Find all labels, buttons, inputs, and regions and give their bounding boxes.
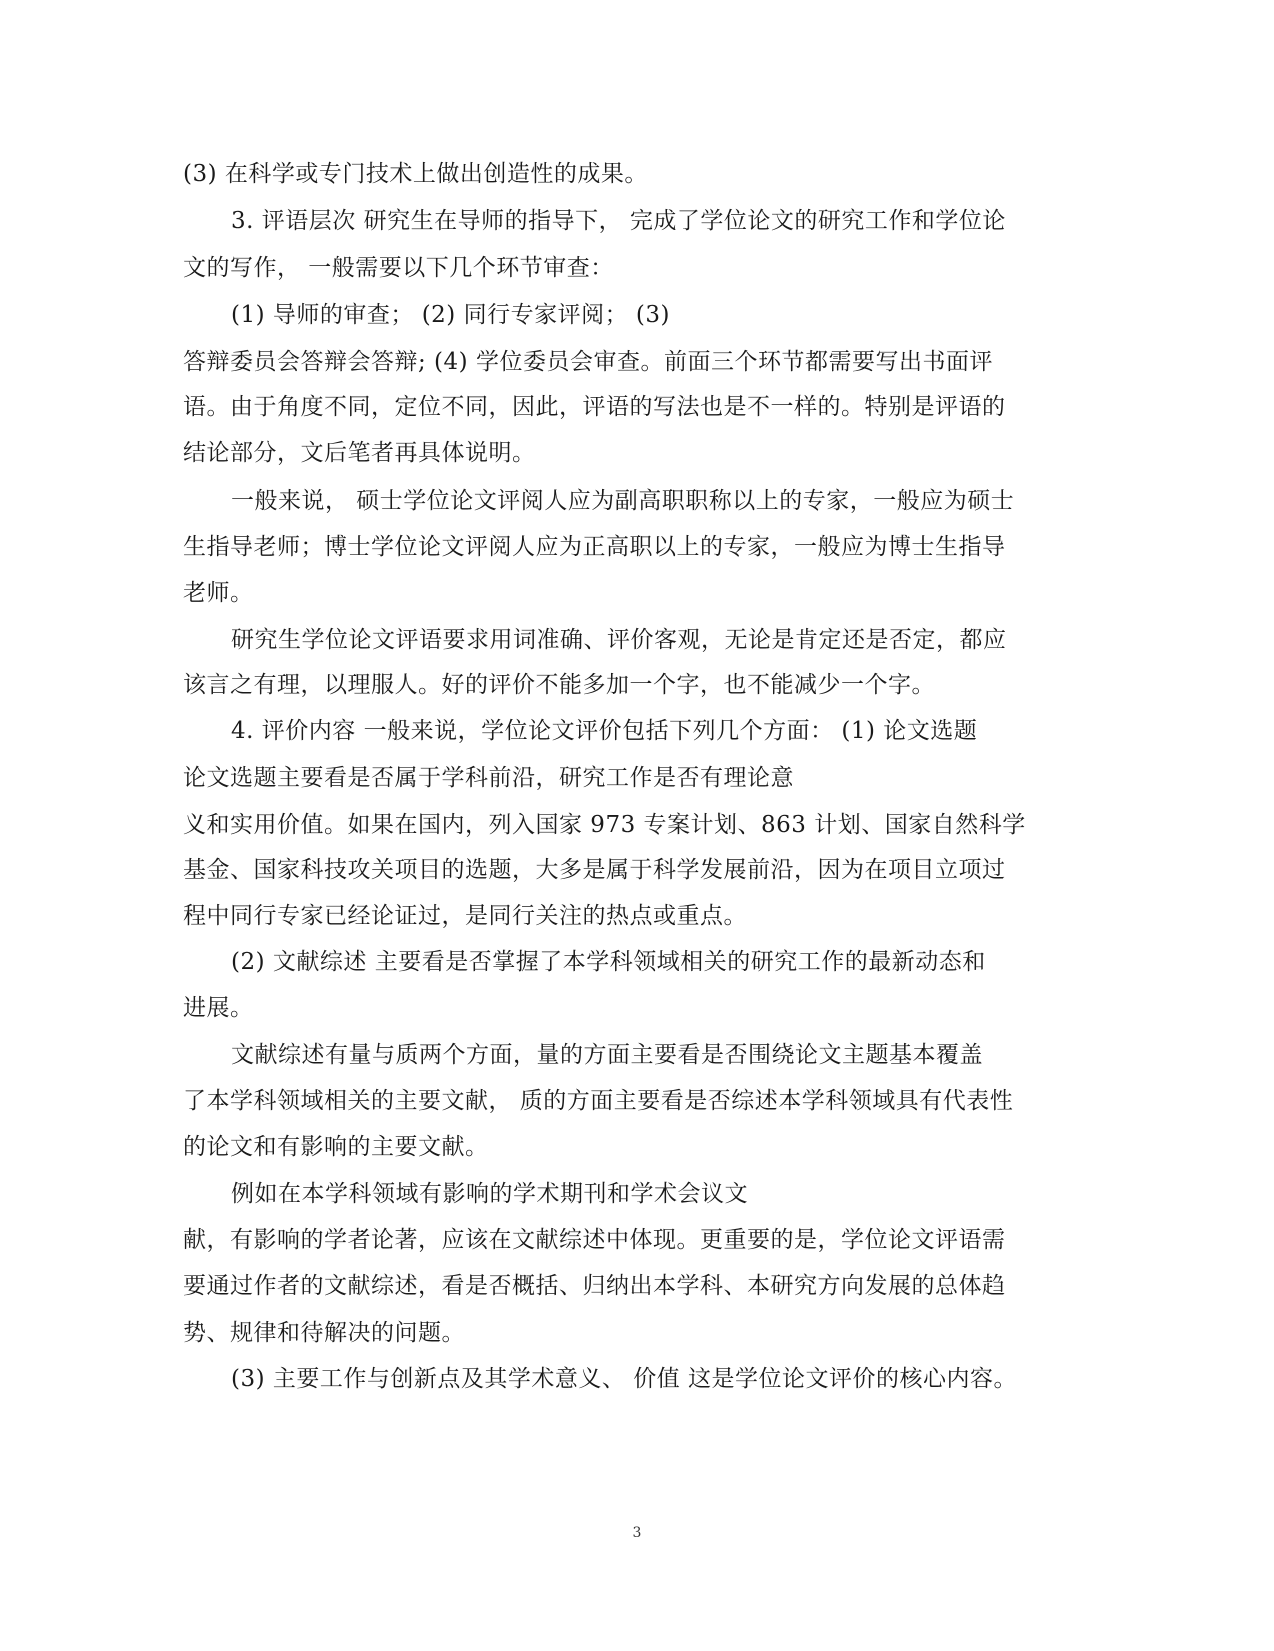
text-line: 研究生学位论文评语要求用词准确、评价客观，无论是肯定还是否定，都应: [231, 627, 1007, 653]
text-line: 进展。: [183, 995, 254, 1021]
text-line: 例如在本学科领域有影响的学术期刊和学术会议文: [231, 1181, 748, 1207]
text-line: 了本学科领域相关的主要文献， 质的方面主要看是否综述本学科领域具有代表性: [183, 1088, 1014, 1114]
text-line: 老师。: [183, 580, 254, 606]
text-line: 要通过作者的文献综述，看是否概括、归纳出本学科、本研究方向发展的总体趋: [183, 1273, 1006, 1299]
text-line: 该言之有理，以理服人。好的评价不能多加一个字，也不能减少一个字。: [183, 672, 935, 698]
page-number: 3: [632, 1525, 642, 1541]
text-line: (1) 导师的审查； (2) 同行专家评阅； (3): [231, 302, 670, 328]
text-line: 势、规律和待解决的问题。: [183, 1320, 465, 1346]
text-line: 结论部分，文后笔者再具体说明。: [183, 440, 536, 466]
text-line: (3) 主要工作与创新点及其学术意义、 价值 这是学位论文评价的核心内容。: [231, 1366, 1018, 1392]
text-line: 4. 评价内容 一般来说，学位论文评价包括下列几个方面： (1) 论文选题: [231, 718, 978, 744]
text-line: (2) 文献综述 主要看是否掌握了本学科领域相关的研究工作的最新动态和: [231, 949, 986, 975]
text-line: 答辩委员会答辩会答辩; (4) 学位委员会审查。前面三个环节都需要写出书面评: [183, 349, 993, 375]
text-line: 论文选题主要看是否属于学科前沿，研究工作是否有理论意: [183, 765, 794, 791]
text-line: 程中同行专家已经论证过，是同行关注的热点或重点。: [183, 903, 747, 929]
text-line: 献，有影响的学者论著，应该在文献综述中体现。更重要的是，学位论文评语需: [183, 1227, 1006, 1253]
text-line: 义和实用价值。如果在国内，列入国家 973 专案计划、863 计划、国家自然科学: [183, 812, 1026, 838]
text-line: 生指导老师；博士学位论文评阅人应为正高职以上的专家，一般应为博士生指导: [183, 534, 1006, 560]
text-line: 3. 评语层次 研究生在导师的指导下， 完成了学位论文的研究工作和学位论: [231, 208, 1006, 234]
text-line: 语。由于角度不同，定位不同，因此，评语的写法也是不一样的。特别是评语的: [183, 394, 1006, 420]
text-line: 的论文和有影响的主要文献。: [183, 1134, 489, 1160]
text-line: 一般来说， 硕士学位论文评阅人应为副高职职称以上的专家，一般应为硕士: [231, 488, 1015, 514]
text-line: 文的写作， 一般需要以下几个环节审查：: [183, 255, 614, 281]
text-line: (3) 在科学或专门技术上做出创造性的成果。: [183, 161, 648, 187]
text-line: 基金、国家科技攻关项目的选题，大多是属于科学发展前沿，因为在项目立项过: [183, 857, 1006, 883]
text-line: 文献综述有量与质两个方面，量的方面主要看是否围绕论文主题基本覆盖: [231, 1042, 983, 1068]
